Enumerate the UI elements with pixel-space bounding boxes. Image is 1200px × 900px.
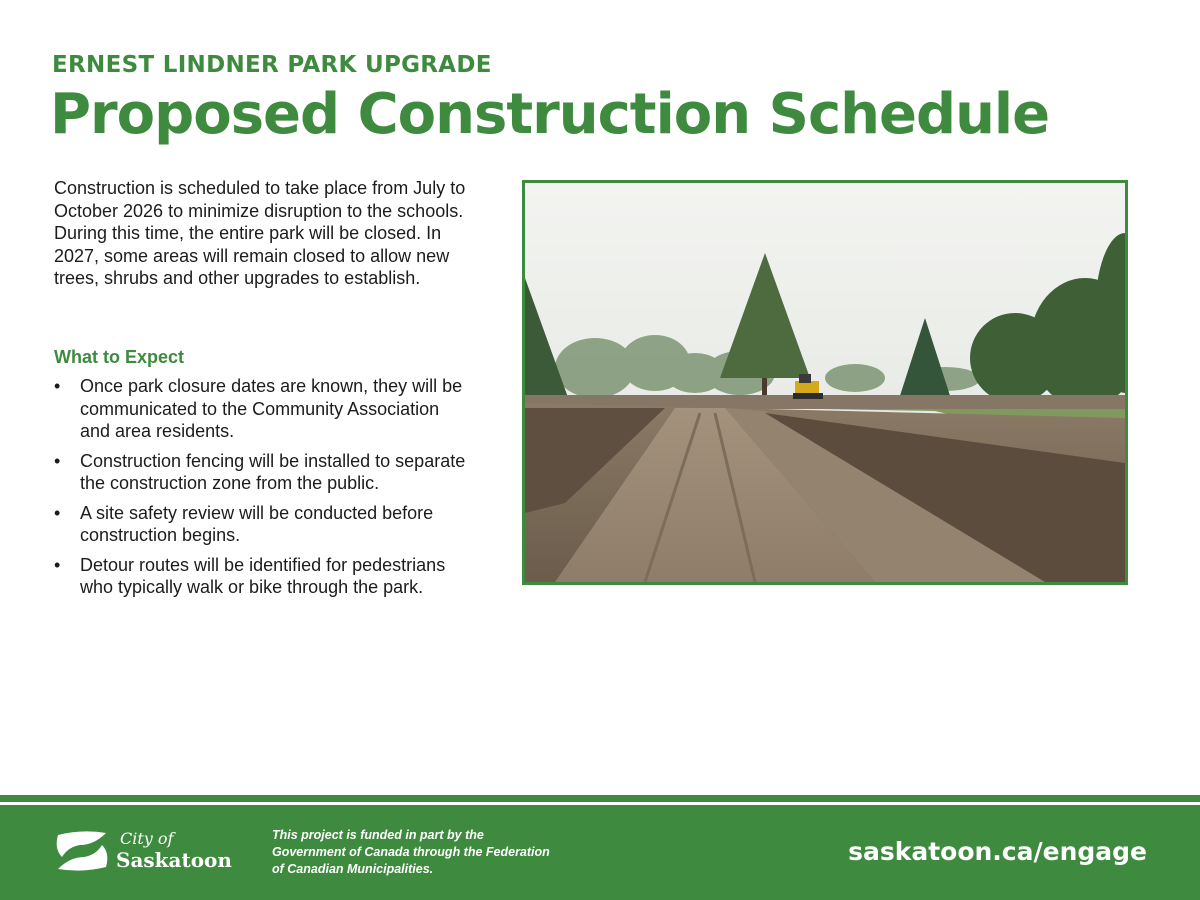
list-item-text: Detour routes will be identified for pedestrians who typically walk or bike through the park. — [80, 554, 446, 597]
logo-city-name: Saskatoon — [116, 848, 232, 872]
list-item — [54, 554, 474, 599]
footer-divider — [0, 795, 1200, 802]
intro-paragraph: Construction is scheduled to take place from July to October 2026 to minimize disruption to the schools. During this time, the entire park will be closed. In 2027, some areas will remain closed to allow new trees, shrubs and other upgrades to establish. — [54, 178, 466, 288]
list-item — [54, 450, 474, 495]
list-item — [54, 375, 474, 443]
footer — [0, 805, 1200, 900]
what-to-expect-list — [54, 375, 474, 606]
page-title: Proposed Construction Schedule — [50, 82, 1050, 147]
list-item — [54, 502, 474, 547]
list-item-text: A site safety review will be conducted before construction begins. — [80, 502, 434, 545]
project-kicker: ERNEST LINDNER PARK UPGRADE — [52, 52, 492, 78]
city-logo-icon — [54, 829, 110, 878]
construction-site-photo — [522, 180, 1128, 585]
engage-url-link[interactable]: saskatoon.ca/engage — [848, 837, 1147, 866]
list-item-text: Once park closure dates are known, they will be communicated to the Community Association and area residents. — [80, 376, 463, 441]
what-to-expect-heading: What to Expect — [54, 347, 185, 367]
bullet-icon: • — [54, 450, 61, 471]
funding-note: This project is funded in part by the Government of Canada through the Federation of Canadian Municipalities. — [272, 828, 550, 876]
bullet-icon: • — [54, 376, 61, 396]
bullet-icon: • — [54, 554, 61, 575]
list-item-text: Construction fencing will be installed to separate the construction zone from the public. — [80, 450, 466, 493]
bullet-icon: • — [54, 502, 61, 523]
construction-site-photo-drawing — [525, 183, 1125, 582]
logo-city-of: City of — [120, 829, 174, 848]
